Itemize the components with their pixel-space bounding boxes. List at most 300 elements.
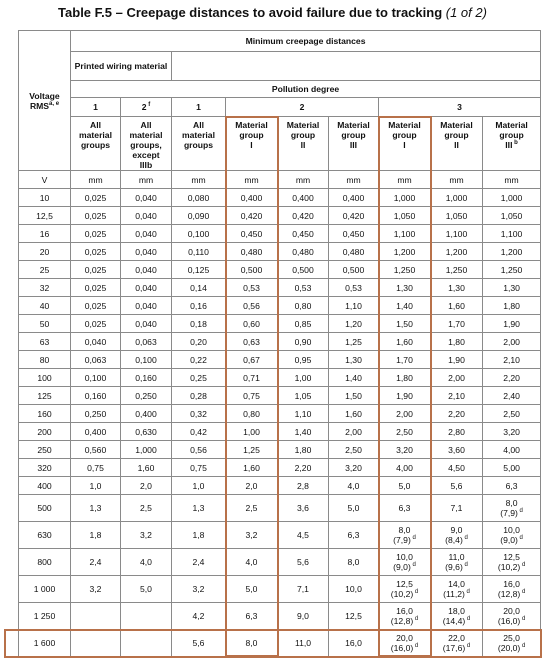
- value-text: 800: [37, 557, 52, 567]
- table-row: [19, 279, 541, 297]
- value-text: 6,3: [245, 611, 258, 621]
- value-cell: 1,40: [379, 297, 431, 315]
- pollution-degree-value: 1: [93, 102, 98, 112]
- value-cell: 0,500: [278, 261, 329, 279]
- material-header-line: I: [250, 140, 253, 150]
- units-row: [19, 171, 541, 189]
- value-text: 20,0: [503, 606, 520, 616]
- value-cell: 0,630: [121, 423, 172, 441]
- value-alt-text: (14,4): [442, 616, 466, 626]
- unit-cell: mm: [379, 171, 431, 189]
- value-cell: 2,40: [483, 387, 541, 405]
- value-cell: 1,0: [172, 477, 226, 495]
- value-cell: 1,10: [278, 405, 329, 423]
- value-text: 630: [37, 530, 52, 540]
- value-cell: 0,040: [121, 225, 172, 243]
- value-text: 1 000: [33, 584, 56, 594]
- printed-wiring-header: Printed wiring material: [71, 52, 172, 81]
- footnote-mark: d: [465, 643, 471, 650]
- value-cell: 0,560: [71, 441, 121, 459]
- material-header-6: [329, 117, 379, 171]
- value-cell: 1,200: [483, 243, 541, 261]
- value-text: 10,0: [345, 584, 362, 594]
- value-cell: 0,250: [121, 387, 172, 405]
- footnote-mark: d: [520, 616, 526, 623]
- footnote-mark: d: [520, 643, 526, 650]
- value-cell: 0,160: [121, 369, 172, 387]
- unit-cell: mm: [431, 171, 483, 189]
- table-row-tall: [19, 630, 541, 657]
- min-creepage-header: Minimum creepage distances: [71, 31, 541, 52]
- material-header-line: All: [193, 120, 204, 130]
- value-cell: 1,60: [121, 459, 172, 477]
- table-row: [19, 315, 541, 333]
- value-text: 3,2: [245, 530, 258, 540]
- value-cell: 2,10: [431, 387, 483, 405]
- value-cell: 0,400: [71, 423, 121, 441]
- value-text: 25,0: [503, 633, 520, 643]
- value-cell: 4,50: [431, 459, 483, 477]
- table-title-part: (1 of 2): [445, 5, 487, 20]
- voltage-cell: 250: [19, 441, 71, 459]
- value-cell: 1,000: [483, 189, 541, 207]
- value-cell: 1,40: [329, 369, 379, 387]
- value-cell: 1,10: [329, 297, 379, 315]
- value-cell: [71, 576, 121, 603]
- value-cell: 1,60: [329, 405, 379, 423]
- blank-header-cell: [172, 52, 541, 81]
- value-text: 1,8: [89, 530, 102, 540]
- value-cell: [121, 495, 172, 522]
- value-cell: 2,00: [379, 405, 431, 423]
- value-text: 7,1: [297, 584, 309, 594]
- value-cell: 2,0: [226, 477, 278, 495]
- table-row-tall: [19, 495, 541, 522]
- value-text: 8,0: [245, 638, 258, 648]
- table-row: [19, 441, 541, 459]
- table-row: [19, 459, 541, 477]
- value-cell: 1,200: [379, 243, 431, 261]
- voltage-cell: 10: [19, 189, 71, 207]
- value-cell: 0,450: [278, 225, 329, 243]
- value-cell: 2,8: [278, 477, 329, 495]
- value-cell: 0,400: [226, 189, 278, 207]
- value-cell: 0,16: [172, 297, 226, 315]
- value-cell: 6,3: [483, 477, 541, 495]
- material-header-line: II: [454, 140, 459, 150]
- value-cell: [278, 630, 329, 657]
- material-header-9: [483, 117, 541, 171]
- material-header-line: Material: [286, 120, 320, 130]
- value-alt-text: (9,0): [500, 535, 518, 545]
- value-cell: 0,80: [278, 297, 329, 315]
- value-cell: [278, 522, 329, 549]
- value-cell: 2,20: [278, 459, 329, 477]
- value-cell: 1,050: [379, 207, 431, 225]
- value-cell: [431, 522, 483, 549]
- voltage-cell: [19, 549, 71, 576]
- value-text: 2,5: [245, 503, 258, 513]
- value-cell: 1,100: [483, 225, 541, 243]
- value-cell: 0,040: [121, 243, 172, 261]
- value-cell: 1,00: [226, 423, 278, 441]
- voltage-cell: 50: [19, 315, 71, 333]
- value-text: 2,4: [89, 557, 102, 567]
- footnote-mark: d: [517, 508, 523, 515]
- value-text: 20,0: [396, 633, 413, 643]
- table-row: [19, 297, 541, 315]
- value-cell: [226, 603, 278, 630]
- value-cell: [226, 522, 278, 549]
- material-header-line: material: [182, 130, 215, 140]
- table-row: [19, 351, 541, 369]
- value-cell: [483, 630, 541, 657]
- value-text: 5,0: [347, 503, 360, 513]
- value-alt-text: (16,0): [390, 643, 414, 653]
- table-row: [19, 189, 541, 207]
- value-cell: [121, 522, 172, 549]
- value-cell: 0,18: [172, 315, 226, 333]
- value-alt-text: (11,2): [443, 589, 465, 599]
- voltage-cell: [19, 603, 71, 630]
- value-cell: 5,00: [483, 459, 541, 477]
- value-cell: 0,100: [71, 369, 121, 387]
- value-cell: 0,090: [172, 207, 226, 225]
- footnote-mark: d: [517, 535, 523, 542]
- value-cell: 0,040: [121, 297, 172, 315]
- value-cell: 0,450: [226, 225, 278, 243]
- value-cell: 0,480: [329, 243, 379, 261]
- value-text: 16,0: [345, 638, 362, 648]
- value-alt-text: (7,9): [393, 535, 411, 545]
- value-cell: 0,400: [278, 189, 329, 207]
- value-alt-text: (10,2): [390, 589, 414, 599]
- value-text: 11,0: [448, 552, 465, 562]
- material-header-line: II: [300, 140, 306, 150]
- value-cell: [483, 603, 541, 630]
- value-text: 16,0: [396, 606, 413, 616]
- value-cell: 5,0: [379, 477, 431, 495]
- material-header-line: group: [239, 130, 264, 140]
- value-cell: 0,025: [71, 189, 121, 207]
- value-cell: 1,200: [431, 243, 483, 261]
- material-header-line: material: [79, 130, 112, 140]
- value-cell: 0,420: [329, 207, 379, 225]
- value-cell: 4,0: [329, 477, 379, 495]
- table-title: [0, 5, 545, 20]
- pollution-degree-footnote: f: [146, 102, 151, 109]
- value-cell: [172, 576, 226, 603]
- footnote-mark: d: [520, 562, 526, 569]
- value-text: 1,8: [192, 530, 205, 540]
- value-cell: 0,75: [226, 387, 278, 405]
- value-text: 12,5: [503, 552, 520, 562]
- value-cell: 2,50: [379, 423, 431, 441]
- value-text: 7,1: [450, 503, 463, 513]
- value-cell: 0,420: [226, 207, 278, 225]
- material-header-line: Material: [388, 120, 421, 130]
- value-cell: 1,050: [431, 207, 483, 225]
- footnote-mark: d: [464, 589, 470, 596]
- value-text: 1 600: [33, 638, 56, 648]
- table-row: [19, 333, 541, 351]
- value-alt-text: (20,0): [497, 643, 521, 653]
- footnote-mark: d: [413, 589, 419, 596]
- voltage-cell: 100: [19, 369, 71, 387]
- value-alt-text: (9,0): [393, 562, 411, 572]
- value-text: 2,4: [192, 557, 205, 567]
- voltage-cell: 125: [19, 387, 71, 405]
- value-cell: 1,100: [431, 225, 483, 243]
- value-cell: [121, 549, 172, 576]
- value-text: 5,0: [245, 584, 258, 594]
- material-header-line: group: [444, 130, 469, 140]
- unit-cell: mm: [121, 171, 172, 189]
- pollution-degree-value: 3: [457, 102, 462, 112]
- material-header-line: Material: [337, 120, 370, 130]
- value-cell: 1,250: [431, 261, 483, 279]
- value-cell: 0,60: [226, 315, 278, 333]
- voltage-cell: [19, 630, 71, 657]
- voltage-cell: 320: [19, 459, 71, 477]
- value-cell: 1,30: [431, 279, 483, 297]
- material-header-5: [278, 117, 329, 171]
- value-cell: 0,025: [71, 279, 121, 297]
- value-cell: 1,0: [71, 477, 121, 495]
- value-text: 8,0: [347, 557, 360, 567]
- value-cell: 0,080: [172, 189, 226, 207]
- value-cell: 0,063: [71, 351, 121, 369]
- value-cell: 1,50: [329, 387, 379, 405]
- value-cell: [278, 495, 329, 522]
- value-cell: [329, 576, 379, 603]
- value-cell: 1,000: [121, 441, 172, 459]
- value-text: 11,0: [294, 638, 312, 648]
- value-text: 12,5: [345, 611, 362, 621]
- value-cell: [379, 576, 431, 603]
- table-row-tall: [19, 603, 541, 630]
- value-cell: [329, 630, 379, 657]
- value-cell: 1,30: [483, 279, 541, 297]
- value-cell: 0,95: [278, 351, 329, 369]
- value-cell: 1,000: [379, 189, 431, 207]
- material-footnote: b: [512, 140, 518, 147]
- value-text: 5,6: [297, 557, 309, 567]
- value-cell: 1,000: [431, 189, 483, 207]
- table-row: [19, 225, 541, 243]
- value-cell: 0,040: [121, 189, 172, 207]
- value-text: 3,6: [297, 503, 309, 513]
- material-header-line: All: [140, 120, 152, 130]
- voltage-cell: [19, 522, 71, 549]
- value-cell: [71, 549, 121, 576]
- value-cell: 3,20: [379, 441, 431, 459]
- value-cell: 0,125: [172, 261, 226, 279]
- voltage-cell: 40: [19, 297, 71, 315]
- value-cell: 1,60: [431, 297, 483, 315]
- material-header-line: All: [90, 120, 101, 130]
- value-cell: 1,050: [483, 207, 541, 225]
- value-cell: 3,20: [329, 459, 379, 477]
- table-row-tall: [19, 576, 541, 603]
- value-text: 9,0: [450, 525, 463, 535]
- value-cell: [329, 603, 379, 630]
- unit-cell: mm: [226, 171, 278, 189]
- voltage-header: Voltage RMS$^{a, e}$: [19, 31, 71, 171]
- value-cell: 0,75: [172, 459, 226, 477]
- value-cell: 1,80: [431, 333, 483, 351]
- value-cell: [483, 495, 541, 522]
- value-cell: [121, 630, 172, 657]
- value-cell: [172, 603, 226, 630]
- material-header-7: [379, 117, 431, 171]
- value-cell: [172, 630, 226, 657]
- value-cell: [278, 576, 329, 603]
- value-cell: [379, 495, 431, 522]
- pollution-degree-value: 2: [141, 102, 147, 112]
- material-header-line: groups: [80, 140, 111, 150]
- value-cell: 1,70: [431, 315, 483, 333]
- value-cell: 4,00: [483, 441, 541, 459]
- voltage-cell: 20: [19, 243, 71, 261]
- value-cell: [329, 522, 379, 549]
- value-cell: 1,60: [226, 459, 278, 477]
- value-cell: 1,80: [483, 297, 541, 315]
- value-cell: 0,420: [278, 207, 329, 225]
- value-cell: 1,90: [431, 351, 483, 369]
- table-row: [19, 243, 541, 261]
- value-alt-text: (10,2): [497, 562, 521, 572]
- value-alt-text: (12,8): [390, 616, 414, 626]
- value-text: 3,2: [140, 530, 152, 540]
- value-cell: [431, 630, 483, 657]
- voltage-cell: 25: [19, 261, 71, 279]
- value-text: 500: [37, 503, 52, 513]
- value-cell: [172, 549, 226, 576]
- value-cell: 0,100: [121, 351, 172, 369]
- value-text: 1,3: [192, 503, 205, 513]
- footnote-mark: d: [413, 643, 419, 650]
- material-header-line: Material: [235, 120, 268, 130]
- voltage-cell: 160: [19, 405, 71, 423]
- value-cell: [379, 522, 431, 549]
- value-cell: 0,56: [226, 297, 278, 315]
- value-cell: 0,063: [121, 333, 172, 351]
- material-header-line: except: [132, 150, 160, 160]
- value-cell: [483, 576, 541, 603]
- material-header-line: material: [129, 130, 163, 140]
- table-row: [19, 207, 541, 225]
- value-cell: 0,63: [226, 333, 278, 351]
- value-text: 6,3: [398, 503, 411, 513]
- value-cell: 0,250: [71, 405, 121, 423]
- value-cell: 2,80: [431, 423, 483, 441]
- value-cell: [121, 603, 172, 630]
- voltage-cell: 12,5: [19, 207, 71, 225]
- value-text: 8,0: [398, 525, 411, 535]
- value-cell: 1,80: [278, 441, 329, 459]
- table-row-tall: [19, 549, 541, 576]
- pollution-degree-value: 2: [299, 102, 305, 112]
- value-cell: 5,6: [431, 477, 483, 495]
- value-cell: [431, 495, 483, 522]
- value-cell: 2,20: [483, 369, 541, 387]
- voltage-cell: 32: [19, 279, 71, 297]
- pollution-degree-row: [19, 98, 541, 117]
- value-cell: 1,60: [379, 333, 431, 351]
- value-text: 9,0: [297, 611, 309, 621]
- value-cell: 0,22: [172, 351, 226, 369]
- value-cell: 1,00: [278, 369, 329, 387]
- value-cell: 0,80: [226, 405, 278, 423]
- value-text: 18,0: [448, 606, 465, 616]
- unit-cell: mm: [483, 171, 541, 189]
- value-text: 6,3: [347, 530, 360, 540]
- value-cell: 0,110: [172, 243, 226, 261]
- pollution-degree-1: [71, 98, 121, 117]
- material-header-line: group: [499, 130, 524, 140]
- value-cell: 0,14: [172, 279, 226, 297]
- value-cell: [71, 522, 121, 549]
- value-cell: 1,90: [379, 387, 431, 405]
- value-cell: 0,28: [172, 387, 226, 405]
- value-text: 12,5: [396, 579, 413, 589]
- value-cell: 0,040: [121, 261, 172, 279]
- value-cell: 0,500: [329, 261, 379, 279]
- value-cell: [71, 495, 121, 522]
- value-text: 4,2: [192, 611, 205, 621]
- material-header-line: III: [349, 140, 358, 150]
- value-cell: 1,100: [379, 225, 431, 243]
- value-cell: 2,50: [329, 441, 379, 459]
- value-text: 22,0: [448, 633, 465, 643]
- value-cell: 1,50: [379, 315, 431, 333]
- footnote-mark: d: [462, 562, 468, 569]
- value-cell: 0,025: [71, 261, 121, 279]
- value-text: 1 250: [33, 611, 56, 621]
- value-cell: [379, 549, 431, 576]
- value-cell: 0,480: [278, 243, 329, 261]
- value-cell: 0,025: [71, 207, 121, 225]
- value-cell: [226, 630, 278, 657]
- value-cell: [379, 630, 431, 657]
- material-header-3: [172, 117, 226, 171]
- value-text: 5,0: [140, 584, 152, 594]
- voltage-cell: 80: [19, 351, 71, 369]
- value-cell: [172, 522, 226, 549]
- unit-cell: mm: [329, 171, 379, 189]
- material-header-2: [121, 117, 172, 171]
- value-cell: [71, 603, 121, 630]
- footnote-mark: d: [465, 616, 471, 623]
- value-cell: 0,025: [71, 225, 121, 243]
- value-cell: 0,400: [329, 189, 379, 207]
- footnote-mark: d: [413, 616, 419, 623]
- value-cell: 0,42: [172, 423, 226, 441]
- unit-cell: mm: [278, 171, 329, 189]
- value-cell: [329, 495, 379, 522]
- value-text: 3,2: [89, 584, 102, 594]
- table-row: [19, 405, 541, 423]
- voltage-cell: 200: [19, 423, 71, 441]
- value-cell: 1,90: [483, 315, 541, 333]
- pollution-degree-2: [121, 98, 172, 117]
- value-cell: 0,040: [121, 207, 172, 225]
- value-cell: [431, 549, 483, 576]
- value-cell: [172, 495, 226, 522]
- value-cell: 3,60: [431, 441, 483, 459]
- value-cell: [226, 495, 278, 522]
